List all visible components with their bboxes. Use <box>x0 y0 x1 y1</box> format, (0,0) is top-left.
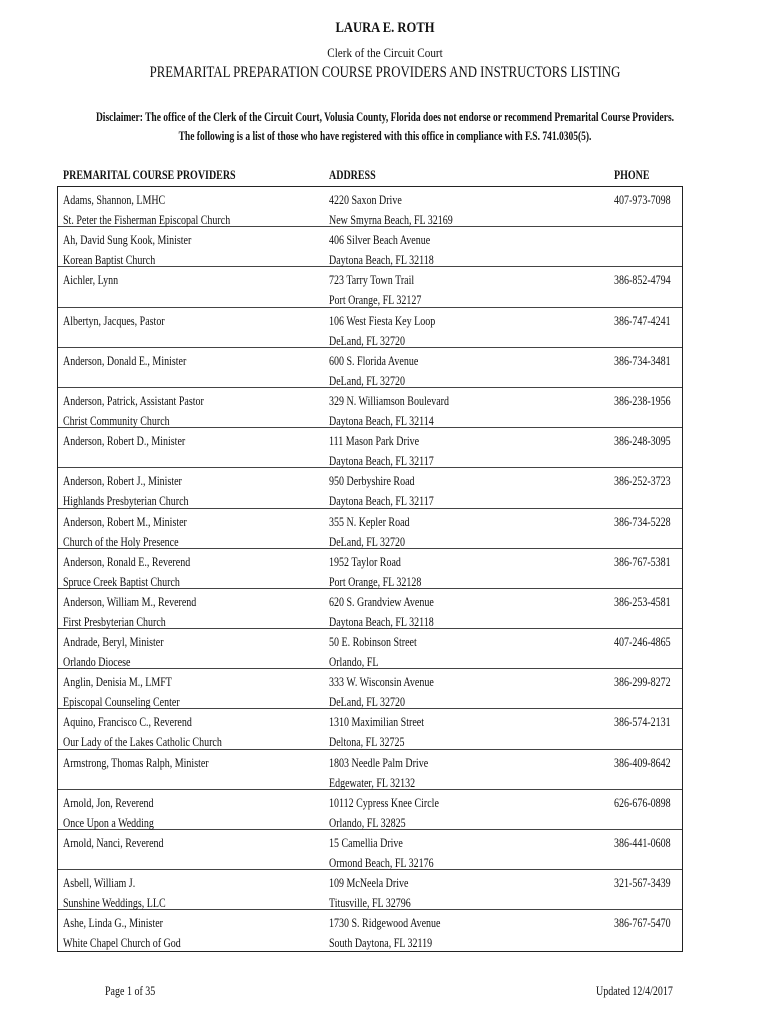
table-row <box>58 428 682 468</box>
address-street: 1952 Taylor Road <box>329 554 401 569</box>
provider-organization: Highlands Presbyterian Church <box>63 494 189 509</box>
phone-cell <box>614 311 671 331</box>
phone-cell <box>614 512 671 532</box>
provider-organization: Sunshine Weddings, LLC <box>63 896 166 911</box>
provider-cell <box>63 913 181 953</box>
provider-name: Arnold, Nanci, Reverend <box>63 836 164 850</box>
address-street: 1730 S. Ridgewood Avenue <box>329 916 441 931</box>
provider-cell <box>63 712 222 752</box>
address-city: Port Orange, FL 32127 <box>329 293 422 308</box>
address-street: 10112 Cypress Knee Circle <box>329 795 439 810</box>
table-row <box>58 589 682 629</box>
address-cell <box>329 592 434 632</box>
address-cell <box>329 351 418 391</box>
address-street: 406 Silver Beach Avenue <box>329 233 431 248</box>
address-city: DeLand, FL 32720 <box>329 695 406 710</box>
provider-organization: Once Upon a Wedding <box>63 815 154 830</box>
table-row <box>58 308 682 348</box>
address-city: Ormond Beach, FL 32176 <box>329 856 434 870</box>
address-cell <box>329 311 435 351</box>
updated-date: Updated 12/4/2017 <box>596 984 673 998</box>
address-city: Port Orange, FL 32128 <box>329 574 422 589</box>
address-cell <box>329 913 440 953</box>
address-city: Deltona, FL 32725 <box>329 735 405 750</box>
provider-organization: Korean Baptist Church <box>63 253 156 268</box>
table-row <box>58 629 682 669</box>
address-street: 109 McNeela Drive <box>329 876 409 891</box>
table-row <box>58 187 682 227</box>
provider-cell <box>63 230 191 270</box>
provider-organization: Church of the Holy Presence <box>63 534 179 549</box>
provider-cell <box>63 672 180 712</box>
provider-organization: Christ Community Church <box>63 413 170 428</box>
phone-cell <box>614 552 671 572</box>
table-row <box>58 549 682 589</box>
provider-name: Anglin, Denisia M., LMFT <box>63 675 172 690</box>
provider-name: Adams, Shannon, LMHC <box>63 193 166 207</box>
table-row <box>58 709 682 749</box>
address-street: 4220 Saxon Drive <box>329 193 402 207</box>
address-cell <box>329 672 434 712</box>
table-row <box>58 267 682 307</box>
address-street: 355 N. Kepler Road <box>329 514 410 529</box>
phone-number: 386-248-3095 <box>614 434 671 449</box>
provider-organization: St. Peter the Fisherman Episcopal Church <box>63 213 231 227</box>
address-city: Daytona Beach, FL 32117 <box>329 454 434 469</box>
provider-name: Ashe, Linda G., Minister <box>63 916 163 931</box>
address-cell <box>329 712 424 752</box>
address-cell <box>329 190 453 230</box>
provider-cell <box>63 512 187 552</box>
phone-cell <box>614 351 671 371</box>
address-cell <box>329 873 411 913</box>
phone-number: 386-238-1956 <box>614 393 671 408</box>
address-street: 600 S. Florida Avenue <box>329 353 419 368</box>
address-cell <box>329 552 421 592</box>
provider-cell <box>63 552 190 592</box>
phone-number: 386-574-2131 <box>614 715 671 730</box>
provider-name: Arnold, Jon, Reverend <box>63 795 154 810</box>
provider-organization: Episcopal Counseling Center <box>63 695 180 710</box>
phone-cell <box>614 833 671 853</box>
address-city: Daytona Beach, FL 32118 <box>329 253 434 268</box>
phone-number: 386-734-5228 <box>614 514 671 529</box>
column-header-phone: PHONE <box>614 168 650 182</box>
table-row <box>58 227 682 267</box>
address-cell <box>329 753 428 793</box>
provider-cell <box>63 833 164 853</box>
phone-cell <box>614 632 671 652</box>
address-street: 329 N. Williamson Boulevard <box>329 393 449 408</box>
provider-cell <box>63 592 196 632</box>
address-street: 106 West Fiesta Key Loop <box>329 313 436 328</box>
address-city: DeLand, FL 32720 <box>329 333 406 348</box>
phone-number: 407-246-4865 <box>614 635 671 650</box>
table-row <box>58 348 682 388</box>
table-row <box>58 468 682 508</box>
provider-name: Ah, David Sung Kook, Minister <box>63 233 192 248</box>
provider-name: Asbell, William J. <box>63 876 136 891</box>
provider-name: Anderson, Patrick, Assistant Pastor <box>63 393 204 408</box>
address-cell <box>329 632 417 672</box>
phone-cell <box>614 391 671 411</box>
provider-name: Anderson, Robert D., Minister <box>63 434 186 449</box>
phone-cell <box>614 270 671 290</box>
address-city: New Smyrna Beach, FL 32169 <box>329 213 453 227</box>
provider-table <box>57 186 683 952</box>
address-city: Daytona Beach, FL 32117 <box>329 494 434 509</box>
address-street: 620 S. Grandview Avenue <box>329 594 434 609</box>
provider-cell <box>63 431 185 451</box>
address-street: 1310 Maximilian Street <box>329 715 424 730</box>
address-cell <box>329 512 410 552</box>
provider-cell <box>63 753 209 773</box>
address-street: 111 Mason Park Drive <box>329 434 420 449</box>
phone-number: 386-253-4581 <box>614 594 671 609</box>
address-city: Orlando, FL 32825 <box>329 815 406 830</box>
address-street: 333 W. Wisconsin Avenue <box>329 675 434 690</box>
table-row <box>58 509 682 549</box>
address-street: 15 Camellia Drive <box>329 836 403 850</box>
phone-cell <box>614 793 671 813</box>
phone-cell <box>614 471 671 491</box>
provider-organization: Orlando Diocese <box>63 655 131 670</box>
column-header-address: ADDRESS <box>329 168 376 182</box>
phone-number: 386-767-5470 <box>614 916 671 931</box>
table-row <box>58 750 682 790</box>
phone-cell <box>614 873 671 893</box>
provider-name: Armstrong, Thomas Ralph, Minister <box>63 755 209 770</box>
address-city: Daytona Beach, FL 32114 <box>329 413 434 428</box>
table-row <box>58 830 682 870</box>
provider-name: Anderson, William M., Reverend <box>63 594 197 609</box>
phone-number: 386-852-4794 <box>614 273 671 288</box>
address-city: Orlando, FL <box>329 655 379 670</box>
phone-cell <box>614 753 671 773</box>
provider-name: Albertyn, Jacques, Pastor <box>63 313 165 328</box>
table-row <box>58 910 682 950</box>
phone-number: 626-676-0898 <box>614 795 671 810</box>
provider-cell <box>63 311 165 331</box>
address-city: South Daytona, FL 32119 <box>329 936 433 951</box>
provider-cell <box>63 632 164 672</box>
provider-cell <box>63 793 154 833</box>
address-city: DeLand, FL 32720 <box>329 534 406 549</box>
provider-cell <box>63 873 166 913</box>
provider-cell <box>63 471 189 511</box>
phone-number: 321-567-3439 <box>614 876 671 891</box>
provider-cell <box>63 391 204 431</box>
phone-cell <box>614 431 671 451</box>
provider-name: Anderson, Robert M., Minister <box>63 514 187 529</box>
phone-number: 386-747-4241 <box>614 313 671 328</box>
address-cell <box>329 833 434 873</box>
column-header-providers: PREMARITAL COURSE PROVIDERS <box>63 168 236 182</box>
phone-number: 386-734-3481 <box>614 353 671 368</box>
page-number: Page 1 of 35 <box>105 984 156 998</box>
phone-cell <box>614 592 671 612</box>
address-street: 950 Derbyshire Road <box>329 474 415 489</box>
phone-cell <box>614 712 671 732</box>
phone-cell <box>614 190 671 210</box>
address-cell <box>329 471 434 511</box>
provider-name: Anderson, Ronald E., Reverend <box>63 554 191 569</box>
phone-number: 386-441-0608 <box>614 836 671 850</box>
provider-name: Anderson, Robert J., Minister <box>63 474 182 489</box>
provider-cell <box>63 190 230 230</box>
address-cell <box>329 391 449 431</box>
address-city: DeLand, FL 32720 <box>329 373 406 388</box>
address-cell <box>329 431 434 471</box>
provider-name: Anderson, Donald E., Minister <box>63 353 187 368</box>
table-row <box>58 870 682 910</box>
table-row <box>58 669 682 709</box>
address-city: Titusville, FL 32796 <box>329 896 411 911</box>
page-title: PREMARITAL PREPARATION COURSE PROVIDERS AND INSTRUCTORS LISTING <box>149 64 621 81</box>
provider-organization: Our Lady of the Lakes Catholic Church <box>63 735 222 750</box>
table-row <box>58 388 682 428</box>
phone-number: 386-767-5381 <box>614 554 671 569</box>
provider-cell <box>63 270 118 290</box>
phone-number: 386-409-8642 <box>614 755 671 770</box>
provider-organization: First Presbyterian Church <box>63 614 166 629</box>
table-row <box>58 790 682 830</box>
provider-name: Aichler, Lynn <box>63 273 119 288</box>
address-cell <box>329 793 439 833</box>
phone-number: 407-973-7098 <box>614 193 671 207</box>
address-city: Edgewater, FL 32132 <box>329 775 416 790</box>
provider-name: Andrade, Beryl, Minister <box>63 635 164 650</box>
phone-number: 386-252-3723 <box>614 474 671 489</box>
address-cell <box>329 270 421 310</box>
phone-cell <box>614 913 671 933</box>
clerk-subtitle: Clerk of the Circuit Court <box>327 45 443 60</box>
address-cell <box>329 230 434 270</box>
address-street: 1803 Needle Palm Drive <box>329 755 429 770</box>
address-street: 50 E. Robinson Street <box>329 635 417 650</box>
provider-organization: Spruce Creek Baptist Church <box>63 574 180 589</box>
provider-cell <box>63 351 186 371</box>
disclaimer-line-1: Disclaimer: The office of the Clerk of the Circuit Court, Volusia County, Florida does not endorse or recommend Premarital Course Providers. <box>95 110 675 124</box>
address-city: Daytona Beach, FL 32118 <box>329 614 434 629</box>
phone-number: 386-299-8272 <box>614 675 671 690</box>
phone-cell <box>614 672 671 692</box>
clerk-name: LAURA E. ROTH <box>335 20 435 36</box>
provider-name: Aquino, Francisco C., Reverend <box>63 715 192 730</box>
disclaimer-line-2: The following is a list of those who have registered with this office in compliance with F.S. 741.0305(5). <box>178 129 592 143</box>
provider-organization: White Chapel Church of God <box>63 936 181 951</box>
address-street: 723 Tarry Town Trail <box>329 273 415 288</box>
